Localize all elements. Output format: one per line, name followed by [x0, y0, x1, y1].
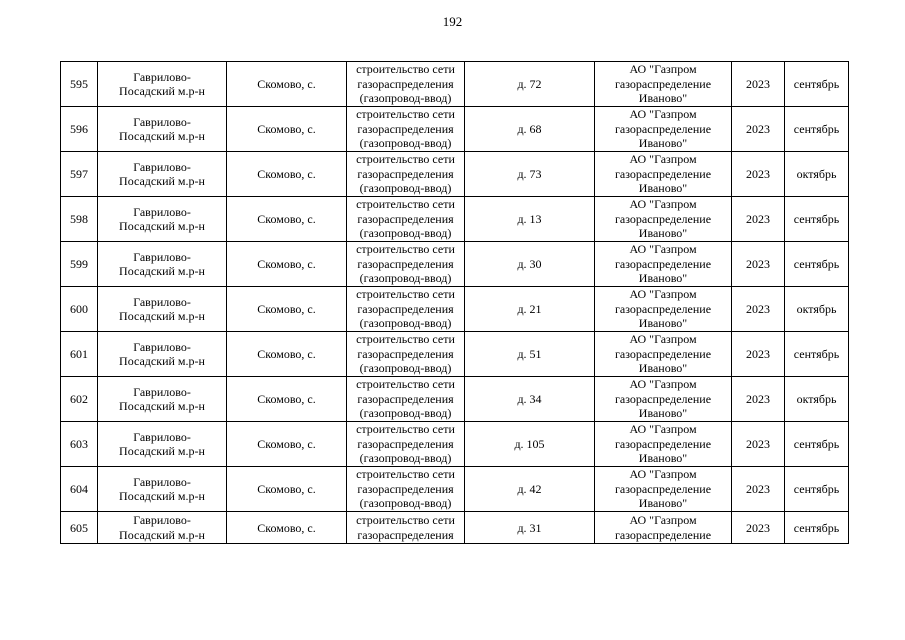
cell-locality: Скомово, с.: [227, 467, 347, 512]
cell-organization-line: АО "Газпром: [629, 422, 697, 437]
cell-row-number: 602: [61, 377, 98, 422]
cell-district-line: Посадский м.р-н: [119, 264, 205, 278]
cell-month: октябрь: [785, 152, 849, 197]
cell-organization-line: газораспределение: [614, 256, 712, 271]
table-row: [61, 287, 849, 332]
cell-organization: [595, 377, 732, 422]
cell-district-line: Посадский м.р-н: [119, 399, 205, 413]
cell-district: [98, 197, 227, 242]
cell-year: 2023: [732, 107, 785, 152]
cell-work-type-line: (газопровод-ввод): [359, 496, 452, 511]
cell-organization-line: АО "Газпром: [629, 467, 697, 482]
cell-organization: [595, 422, 732, 467]
cell-address: д. 105: [465, 422, 595, 467]
cell-organization-line: АО "Газпром: [629, 62, 697, 77]
cell-organization-line: АО "Газпром: [629, 377, 697, 392]
cell-work-type-line: газораспределения: [357, 481, 454, 496]
cell-work-type-line: (газопровод-ввод): [359, 226, 452, 241]
cell-district: [98, 332, 227, 377]
cell-locality: Скомово, с.: [227, 197, 347, 242]
cell-work-type-line: строительство сети: [356, 197, 455, 212]
cell-row-number: 600: [61, 287, 98, 332]
cell-organization-line: газораспределение: [614, 391, 712, 406]
cell-district: [98, 152, 227, 197]
cell-district-line: Гаврилово-: [133, 114, 191, 129]
table-body: [61, 62, 849, 544]
cell-district-line: Гаврилово-: [133, 513, 191, 527]
cell-district: [98, 62, 227, 107]
cell-row-number: 605: [61, 512, 98, 544]
cell-district-line: Гаврилово-: [133, 204, 191, 219]
cell-work-type-line: газораспределения: [357, 256, 454, 271]
cell-year: 2023: [732, 422, 785, 467]
cell-organization: [595, 242, 732, 287]
cell-work-type-line: (газопровод-ввод): [359, 406, 452, 421]
cell-work-type: [347, 197, 465, 242]
cell-work-type-line: (газопровод-ввод): [359, 451, 452, 466]
cell-work-type-line: строительство сети: [356, 513, 455, 527]
cell-row-number: 597: [61, 152, 98, 197]
cell-row-number: 598: [61, 197, 98, 242]
cell-work-type-line: строительство сети: [356, 62, 455, 77]
cell-organization-line: газораспределение: [614, 481, 712, 496]
cell-district: [98, 467, 227, 512]
cell-organization: [595, 197, 732, 242]
cell-address: д. 68: [465, 107, 595, 152]
cell-organization-line: газораспределение: [614, 346, 712, 361]
cell-district-line: Гаврилово-: [133, 249, 191, 264]
cell-organization-line: АО "Газпром: [629, 107, 697, 122]
cell-district-line: Посадский м.р-н: [119, 129, 205, 143]
cell-year: 2023: [732, 512, 785, 544]
cell-work-type-line: (газопровод-ввод): [359, 91, 452, 106]
cell-district-line: Посадский м.р-н: [119, 309, 205, 323]
cell-organization: [595, 287, 732, 332]
cell-address: д. 31: [465, 512, 595, 544]
table-row: [61, 422, 849, 467]
cell-locality: Скомово, с.: [227, 512, 347, 544]
cell-row-number: 595: [61, 62, 98, 107]
cell-organization-line: Иваново": [638, 91, 688, 106]
table-row: [61, 242, 849, 287]
cell-locality: Скомово, с.: [227, 107, 347, 152]
cell-organization: [595, 512, 732, 544]
cell-district-line: Гаврилово-: [133, 384, 191, 399]
table-row: [61, 152, 849, 197]
cell-work-type-line: (газопровод-ввод): [359, 181, 452, 196]
cell-organization-line: Иваново": [638, 136, 688, 151]
cell-work-type: [347, 62, 465, 107]
cell-locality: Скомово, с.: [227, 152, 347, 197]
cell-month: сентябрь: [785, 332, 849, 377]
cell-locality: Скомово, с.: [227, 62, 347, 107]
cell-organization-line: АО "Газпром: [629, 332, 697, 347]
cell-work-type-line: (газопровод-ввод): [359, 271, 452, 286]
cell-work-type-line: газораспределения: [357, 301, 454, 316]
cell-organization-line: газораспределение: [614, 121, 712, 136]
cell-organization-line: АО "Газпром: [629, 287, 697, 302]
cell-organization-line: газораспределение: [614, 166, 712, 181]
cell-district-line: Посадский м.р-н: [119, 527, 205, 542]
cell-work-type-line: (газопровод-ввод): [359, 361, 452, 376]
cell-year: 2023: [732, 242, 785, 287]
cell-work-type-line: (газопровод-ввод): [359, 316, 452, 331]
cell-month: октябрь: [785, 287, 849, 332]
cell-organization: [595, 62, 732, 107]
cell-work-type: [347, 287, 465, 332]
cell-district-line: Гаврилово-: [133, 429, 191, 444]
cell-organization: [595, 467, 732, 512]
cell-month: сентябрь: [785, 512, 849, 544]
cell-month: сентябрь: [785, 62, 849, 107]
cell-work-type-line: строительство сети: [356, 152, 455, 167]
cell-year: 2023: [732, 467, 785, 512]
cell-organization: [595, 107, 732, 152]
cell-locality: Скомово, с.: [227, 332, 347, 377]
cell-year: 2023: [732, 332, 785, 377]
cell-district-line: Посадский м.р-н: [119, 354, 205, 368]
cell-address: д. 72: [465, 62, 595, 107]
cell-organization-line: Иваново": [638, 451, 688, 466]
cell-row-number: 601: [61, 332, 98, 377]
cell-work-type-line: газораспределения: [357, 391, 454, 406]
cell-address: д. 73: [465, 152, 595, 197]
cell-work-type: [347, 152, 465, 197]
cell-work-type-line: газораспределения: [357, 436, 454, 451]
cell-district-line: Посадский м.р-н: [119, 84, 205, 98]
table-row: [61, 107, 849, 152]
cell-month: октябрь: [785, 377, 849, 422]
table-row: [61, 467, 849, 512]
table-row: [61, 512, 849, 544]
cell-address: д. 42: [465, 467, 595, 512]
cell-work-type-line: (газопровод-ввод): [359, 136, 452, 151]
cell-year: 2023: [732, 377, 785, 422]
table-row: [61, 62, 849, 107]
cell-row-number: 596: [61, 107, 98, 152]
cell-organization-line: Иваново": [638, 406, 688, 421]
cell-work-type-line: строительство сети: [356, 287, 455, 302]
cell-organization-line: АО "Газпром: [629, 152, 697, 167]
cell-organization-line: Иваново": [638, 361, 688, 376]
cell-work-type: [347, 377, 465, 422]
cell-district-line: Посадский м.р-н: [119, 444, 205, 458]
cell-work-type-line: строительство сети: [356, 377, 455, 392]
cell-work-type-line: строительство сети: [356, 242, 455, 257]
cell-work-type-line: строительство сети: [356, 467, 455, 482]
cell-locality: Скомово, с.: [227, 242, 347, 287]
cell-address: д. 51: [465, 332, 595, 377]
cell-work-type: [347, 422, 465, 467]
cell-address: д. 34: [465, 377, 595, 422]
cell-work-type: [347, 107, 465, 152]
cell-organization-line: газораспределение: [614, 76, 712, 91]
cell-district-line: Гаврилово-: [133, 339, 191, 354]
cell-organization-line: газораспределение: [614, 301, 712, 316]
page-number: 192: [442, 14, 463, 29]
cell-work-type-line: газораспределения: [357, 76, 454, 91]
cell-organization-line: АО "Газпром: [629, 197, 697, 212]
cell-organization-line: Иваново": [638, 496, 688, 511]
cell-work-type-line: строительство сети: [356, 422, 455, 437]
cell-district-line: Гаврилово-: [133, 159, 191, 174]
cell-month: сентябрь: [785, 107, 849, 152]
cell-district: [98, 422, 227, 467]
cell-month: сентябрь: [785, 467, 849, 512]
cell-work-type: [347, 242, 465, 287]
cell-district-line: Гаврилово-: [133, 474, 191, 489]
cell-organization-line: АО "Газпром: [629, 242, 697, 257]
table-row: [61, 332, 849, 377]
cell-organization-line: АО "Газпром: [629, 513, 697, 527]
cell-district-line: Посадский м.р-н: [119, 219, 205, 233]
cell-address: д. 21: [465, 287, 595, 332]
cell-organization-line: Иваново": [638, 181, 688, 196]
cell-work-type-line: строительство сети: [356, 332, 455, 347]
table-row: [61, 197, 849, 242]
cell-district-line: Посадский м.р-н: [119, 174, 205, 188]
cell-district: [98, 512, 227, 544]
cell-work-type: [347, 512, 465, 544]
cell-district: [98, 377, 227, 422]
cell-row-number: 604: [61, 467, 98, 512]
cell-district: [98, 287, 227, 332]
cell-district-line: Гаврилово-: [133, 294, 191, 309]
cell-locality: Скомово, с.: [227, 422, 347, 467]
cell-year: 2023: [732, 287, 785, 332]
cell-work-type-line: газораспределения: [357, 211, 454, 226]
cell-year: 2023: [732, 152, 785, 197]
cell-locality: Скомово, с.: [227, 377, 347, 422]
cell-district-line: Гаврилово-: [133, 69, 191, 84]
cell-organization-line: газораспределение: [614, 436, 712, 451]
cell-address: д. 30: [465, 242, 595, 287]
cell-district: [98, 107, 227, 152]
gasification-table: [60, 61, 849, 544]
cell-organization-line: газораспределение: [614, 527, 712, 542]
cell-month: сентябрь: [785, 242, 849, 287]
cell-work-type: [347, 467, 465, 512]
cell-organization-line: Иваново": [638, 271, 688, 286]
cell-district-line: Посадский м.р-н: [119, 489, 205, 503]
cell-organization: [595, 152, 732, 197]
cell-year: 2023: [732, 62, 785, 107]
cell-organization-line: Иваново": [638, 316, 688, 331]
cell-work-type-line: строительство сети: [356, 107, 455, 122]
cell-work-type-line: газораспределения: [357, 166, 454, 181]
cell-locality: Скомово, с.: [227, 287, 347, 332]
cell-row-number: 599: [61, 242, 98, 287]
cell-address: д. 13: [465, 197, 595, 242]
cell-organization-line: Иваново": [638, 226, 688, 241]
cell-work-type-line: газораспределения: [357, 121, 454, 136]
cell-row-number: 603: [61, 422, 98, 467]
table-row: [61, 377, 849, 422]
cell-month: сентябрь: [785, 197, 849, 242]
cell-organization-line: газораспределение: [614, 211, 712, 226]
cell-organization: [595, 332, 732, 377]
cell-year: 2023: [732, 197, 785, 242]
cell-work-type: [347, 332, 465, 377]
cell-work-type-line: газораспределения: [357, 346, 454, 361]
cell-month: сентябрь: [785, 422, 849, 467]
cell-work-type-line: газораспределения: [357, 527, 454, 542]
cell-district: [98, 242, 227, 287]
